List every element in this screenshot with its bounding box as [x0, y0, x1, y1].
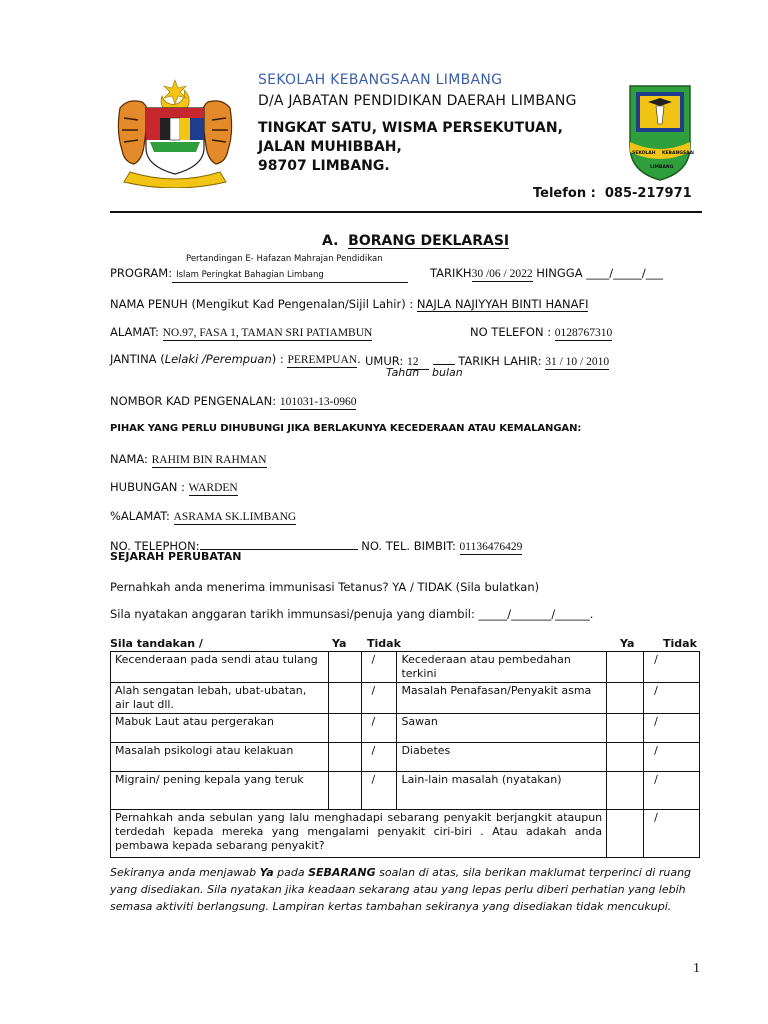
note-bold-ya: Ya [259, 866, 274, 879]
school-logo-text-left: SEKOLAH [632, 151, 656, 156]
ya-cell[interactable] [328, 714, 361, 743]
hubungan-field[interactable]: WARDEN [188, 482, 238, 494]
jantina-options: Lelaki /Perempuan [164, 352, 272, 366]
tidak-cell[interactable]: / [644, 714, 700, 743]
nama-penuh-field[interactable]: NAJLA NAJIYYAH BINTI HANAFI [416, 297, 589, 311]
tidak-cell[interactable]: / [361, 652, 397, 683]
condition-label: Sawan [397, 714, 607, 743]
note-text: pada [273, 866, 309, 879]
tidak-cell[interactable]: / [361, 714, 397, 743]
condition-label: Lain-lain masalah (nyatakan) [397, 772, 607, 810]
form-title-text: BORANG DEKLARASI [348, 233, 510, 249]
coat-of-arms-icon [110, 78, 240, 188]
jantina-close: ) : [271, 352, 284, 366]
tahun-label: Tahun [386, 366, 420, 379]
condition-label: Kecenderaan pada sendi atau tulang [111, 652, 329, 683]
no-tel-bimbit-label: NO. TEL. BIMBIT: [361, 539, 456, 553]
nama-row [110, 452, 267, 468]
col-ya-left: Ya [332, 637, 347, 650]
ya-cell[interactable] [328, 683, 361, 714]
table-row [111, 714, 700, 743]
telefon-value: 085-217971 [604, 186, 692, 201]
ya-cell[interactable] [328, 743, 361, 772]
tidak-cell[interactable]: / [361, 772, 397, 810]
school-name: SEKOLAH KEBANGSAAN LIMBANG [258, 72, 503, 88]
ya-cell[interactable] [607, 772, 644, 810]
program-field[interactable]: Islam Peringkat Bahagian Limbang [172, 269, 408, 283]
tarikh-lahir-field[interactable]: 31 / 10 / 2010 [545, 356, 610, 368]
condition-label: Migrain/ pening kepala yang teruk [111, 772, 329, 810]
tidak-cell[interactable]: / [644, 772, 700, 810]
alamat2-field[interactable]: ASRAMA SK.LIMBANG [173, 511, 297, 523]
emergency-heading: PIHAK YANG PERLU DIHUBUNGI JIKA BERLAKUNYA KECEDERAAN ATAU KEMALANGAN: [110, 423, 582, 434]
ya-cell[interactable] [328, 652, 361, 683]
condition-label: Mabuk Laut atau pergerakan [111, 714, 329, 743]
hingga-field[interactable]: ____/_____/___ [586, 266, 663, 280]
ya-cell[interactable] [328, 772, 361, 810]
program-row [110, 266, 408, 283]
tidak-cell[interactable]: / [644, 652, 700, 683]
program-label: PROGRAM: [110, 266, 173, 280]
col-tidak-left: Tidak [367, 637, 401, 650]
table-row [111, 772, 700, 810]
nama-field[interactable]: RAHIM BIN RAHMAN [151, 454, 267, 466]
no-telefon-row [470, 325, 612, 341]
hubungan-label: HUBUNGAN : [110, 480, 185, 494]
note-line-1 [110, 866, 691, 879]
ya-cell[interactable] [607, 743, 644, 772]
no-telefon-field[interactable]: 0128767310 [554, 327, 613, 339]
tetanus-question: Pernahkah anda menerima immunisasi Tetanus? YA / TIDAK (Sila bulatkan) [110, 580, 540, 594]
umur-tahun-field[interactable]: 12 [407, 356, 429, 370]
no-telephon-label: NO. TELEPHON: [110, 539, 200, 553]
note-text: Sekiranya anda menjawab [110, 866, 260, 879]
tarikh-label: TARIKH [430, 266, 472, 280]
tarikh-lahir-label: TARIKH LAHIR: [458, 354, 542, 368]
school-logo-text-right: KEBANGSAAN [662, 151, 694, 156]
no-telephon-field[interactable] [200, 537, 358, 550]
ya-cell[interactable] [607, 810, 644, 858]
condition-label: Masalah Penafasan/Penyakit asma [397, 683, 607, 714]
program-line1: Pertandingan E- Hafazan Mahrajan Pendidikan [186, 254, 383, 264]
address-line-2: JALAN MUHIBBAH, [258, 139, 402, 155]
sejarah-heading: SEJARAH PERUBATAN [110, 550, 242, 563]
bulan-label: bulan [432, 366, 463, 379]
school-logo-icon [626, 82, 694, 182]
umur-bulan-field[interactable] [433, 352, 455, 365]
tarikh-field[interactable]: 30 /06 / 2022 [471, 268, 533, 280]
table-row [111, 652, 700, 683]
alamat-field[interactable]: NO.97, FASA 1, TAMAN SRI PATIAMBUN [162, 327, 373, 339]
note-text: soalan di atas, sila berikan maklumat terperinci di ruang [375, 866, 692, 879]
table-row [111, 743, 700, 772]
alamat-row [110, 325, 372, 341]
jantina-row: JANTINA (Lelaki /Perempuan) : PEREMPUAN. [110, 352, 361, 366]
ya-cell[interactable] [607, 652, 644, 683]
nama-penuh-row [110, 297, 588, 312]
hingga-label: HINGGA [536, 266, 583, 280]
medical-history-table [110, 651, 700, 858]
form-title [322, 233, 509, 249]
col-ya-right: Ya [620, 637, 635, 650]
table-row [111, 683, 700, 714]
no-telefon-label: NO TELEFON : [470, 325, 552, 339]
alamat2-row [110, 509, 296, 525]
ya-cell[interactable] [607, 714, 644, 743]
nombor-kp-label: NOMBOR KAD PENGENALAN: [110, 394, 277, 408]
ya-cell[interactable] [607, 683, 644, 714]
tidak-cell[interactable]: / [644, 683, 700, 714]
nombor-kp-row [110, 394, 356, 410]
department-name: D/A JABATAN PENDIDIKAN DAERAH LIMBANG [258, 93, 577, 109]
tidak-cell[interactable]: / [361, 683, 397, 714]
tidak-cell[interactable]: / [644, 810, 700, 858]
note-line-2: yang disediakan. Sila nyatakan jika keadaan sekarang atau yang lepas perlu diberi perhatian yang lebih [110, 883, 686, 896]
infectious-question: Pernahkah anda sebulan yang lalu menghadapi sebarang penyakit berjangkit ataupun terdedah kepada mereka yang mengalami penyakit ciri-biri . Atau adakah anda pembawa kepada sebarang penyakit? [111, 810, 607, 858]
tidak-cell[interactable]: / [644, 743, 700, 772]
hubungan-row [110, 480, 238, 496]
condition-label: Masalah psikologi atau kelakuan [111, 743, 329, 772]
nama-penuh-label: NAMA PENUH (Mengikut Kad Pengenalan/Sijil Lahir) : [110, 297, 414, 311]
alamat2-label: %ALAMAT: [110, 509, 170, 523]
table-header-label: Sila tandakan / [110, 637, 203, 650]
alamat-label: ALAMAT: [110, 325, 159, 339]
anggaran-question: Sila nyatakan anggaran tarikh immunsasi/penuja yang diambil: _____/_______/______. [110, 607, 594, 621]
page-number: 1 [693, 961, 700, 976]
nama-label: NAMA: [110, 452, 148, 466]
note-bold-sebarang: SEBARANG [308, 866, 376, 879]
header-divider [110, 211, 702, 213]
telefon-label: Telefon : [533, 186, 596, 201]
table-row [111, 810, 700, 858]
school-logo-text-bottom: LIMBANG [650, 165, 674, 170]
address-line-3: 98707 LIMBANG. [258, 158, 390, 174]
no-tel-bimbit-field[interactable]: 01136476429 [459, 541, 523, 553]
umur-label: UMUR: [365, 354, 404, 368]
col-tidak-right: Tidak [663, 637, 697, 650]
telefon-line [533, 186, 692, 201]
note-line-3: semasa aktiviti berlangsung. Lampiran kertas tambahan sekiranya yang disediakan tidak mencukupi. [110, 900, 672, 913]
jantina-label: JANTINA ( [110, 352, 165, 366]
address-line-1: TINGKAT SATU, WISMA PERSEKUTUAN, [258, 120, 563, 136]
nombor-kp-field[interactable]: 101031-13-0960 [279, 396, 357, 408]
condition-label: Alah sengatan lebah, ubat-ubatan, air laut dll. [111, 683, 329, 714]
section-prefix: A. [322, 233, 339, 249]
tarikh-row [430, 266, 663, 282]
condition-label: Diabetes [397, 743, 607, 772]
tidak-cell[interactable]: / [361, 743, 397, 772]
jantina-field[interactable]: PEREMPUAN [287, 354, 358, 366]
condition-label: Kecederaan atau pembedahan terkini [397, 652, 607, 683]
